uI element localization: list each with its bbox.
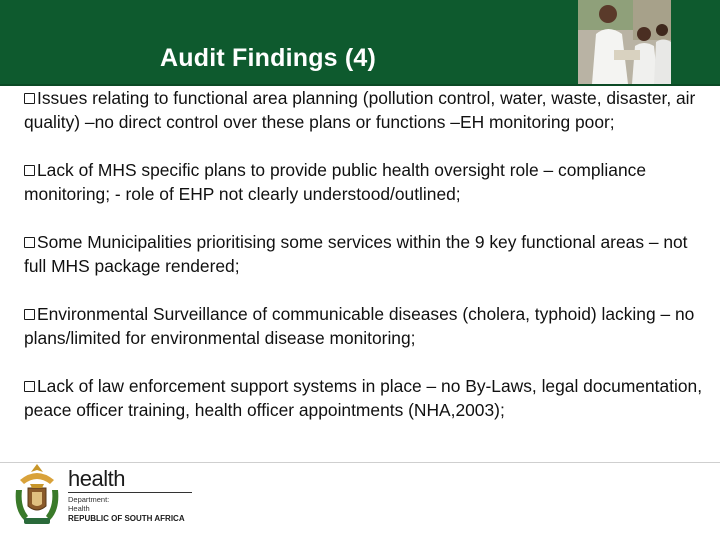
slide-title: Audit Findings (4) [160, 44, 377, 72]
list-item: Issues relating to functional area planning (pollution control, water, waste, disaster, air quality) –no direct control over these plans or functions –EH monitoring poor; [24, 88, 696, 132]
header-photo [578, 0, 671, 84]
checkbox-bullet-icon [24, 309, 35, 320]
bullet-list [24, 86, 704, 446]
checkbox-bullet-icon [24, 165, 35, 176]
footer-divider [0, 462, 720, 463]
list-item: Environmental Surveillance of communicable diseases (cholera, typhoid) lacking – no plans/limited for environmental disease monitoring; [24, 304, 695, 348]
dept-logo-wordmark: health [68, 466, 125, 491]
checkbox-bullet-icon [24, 237, 35, 248]
checkbox-bullet-icon [24, 93, 35, 104]
coat-of-arms-icon [10, 460, 64, 530]
dept-name: Department: Health [68, 495, 110, 513]
list-item: Lack of MHS specific plans to provide public health oversight role – compliance monitoring; - role of EHP not clearly understood/outlined; [24, 160, 646, 204]
list-item: Some Municipalities prioritising some services within the 9 key functional areas – not full MHS package rendered; [24, 232, 688, 276]
checkbox-bullet-icon [24, 381, 35, 392]
country-name: REPUBLIC OF SOUTH AFRICA [68, 514, 185, 523]
logo-divider [68, 492, 192, 493]
list-item: Lack of law enforcement support systems in place – no By-Laws, legal documentation, peace officer training, health officer appointments (NHA,2003); [24, 376, 703, 420]
